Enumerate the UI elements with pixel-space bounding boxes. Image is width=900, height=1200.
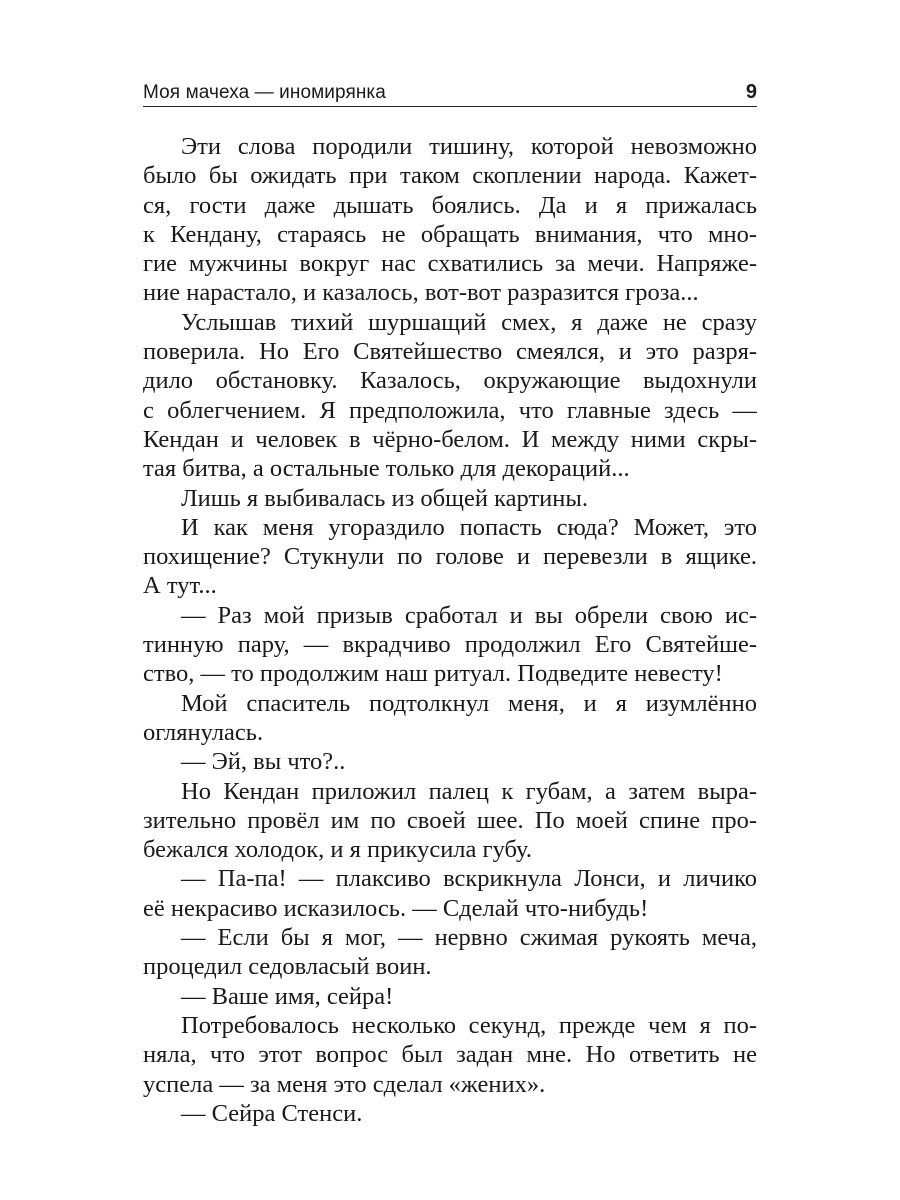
text-line: А тут...: [143, 572, 217, 600]
text-line: Потребовалось несколько секунд, прежде чем я по-: [181, 1011, 757, 1039]
text-line: — Па-па! — плаксиво вскрикнула Лонси, и личико: [181, 865, 757, 893]
text-line: Эти слова породили тишину, которой невозможно: [181, 133, 757, 160]
text-line: Но Кендан приложил палец к губам, а затем выра-: [181, 777, 757, 805]
paragraph: [143, 864, 757, 923]
paragraph: [143, 484, 757, 513]
text-line: тая битва, а остальные только для декораций...: [143, 455, 630, 483]
text-line: к Кендану, стараясь не обращать внимания, что мно-: [143, 220, 757, 248]
running-title: Моя мачеха — иномирянка: [143, 82, 386, 103]
page-number: 9: [745, 81, 757, 103]
text-line: с облегчением. Я предположила, что главные здесь —: [143, 396, 757, 424]
text-line: — Раз мой призыв сработал и вы обрели свою ис-: [181, 601, 757, 629]
text-line: Кендан и человек в чёрно-белом. И между ними скры-: [143, 425, 757, 453]
text-line: И как меня угораздило попасть сюда? Может, это: [181, 513, 757, 541]
paragraph: [143, 601, 757, 689]
text-line: похищение? Стукнули по голове и перевезли в ящике.: [143, 543, 757, 571]
paragraph: [143, 308, 757, 484]
paragraph: [143, 1011, 757, 1099]
paragraph: [143, 923, 757, 982]
paragraph: [143, 513, 757, 601]
text-line: — Эй, вы что?..: [181, 748, 346, 776]
text-line: дило обстановку. Казалось, окружающие выдохнули: [143, 367, 757, 395]
text-line: поверила. Но Его Святейшество смеялся, и это разря-: [143, 338, 757, 366]
text-line: гие мужчины вокруг нас схватились за мечи. Напряже-: [143, 250, 757, 278]
text-line: ние нарастало, и казалось, вот-вот разразится гроза...: [143, 279, 699, 307]
paragraph: [143, 1099, 757, 1128]
text-line: ство, — то продолжим наш ритуал. Подведите невесту!: [143, 660, 723, 688]
text-line: процедил седовласый воин.: [143, 953, 432, 981]
text-line: зительно провёл им по своей шее. По моей спине про-: [143, 806, 757, 834]
text-line: — Если бы я мог, — нервно сжимая рукоять меча,: [181, 924, 757, 952]
text-line: няла, что этот вопрос был задан мне. Но ответить не: [143, 1041, 757, 1069]
text-line: Услышав тихий шуршащий смех, я даже не сразу: [181, 308, 757, 336]
text-line: бежался холодок, и я прикусила губу.: [143, 836, 532, 864]
header-rule: [143, 106, 757, 107]
text-line: успела — за меня это сделал «жених».: [143, 1070, 546, 1098]
paragraph: [143, 747, 757, 776]
text-line: — Сейра Стенси.: [181, 1099, 363, 1127]
text-line: Мой спаситель подтолкнул меня, и я изумлённо: [181, 689, 757, 717]
paragraph: [143, 689, 757, 748]
paragraph: [143, 132, 757, 308]
body-text: [143, 132, 757, 1128]
paragraph: [143, 982, 757, 1011]
text-line: Лишь я выбивалась из общей картины.: [181, 484, 588, 512]
running-head: [143, 74, 757, 104]
text-line: — Ваше имя, сейра!: [181, 982, 394, 1010]
text-line: было бы ожидать при таком скоплении народа. Кажет-: [143, 162, 757, 190]
paragraph: [143, 777, 757, 865]
text-line: тинную пару, — вкрадчиво продолжил Его Святейше-: [143, 631, 757, 659]
text-line: ся, гости даже дышать боялись. Да и я прижалась: [143, 191, 757, 219]
text-line: оглянулась.: [143, 718, 264, 746]
text-line: её некрасиво исказилось. — Сделай что-нибудь!: [143, 894, 649, 922]
